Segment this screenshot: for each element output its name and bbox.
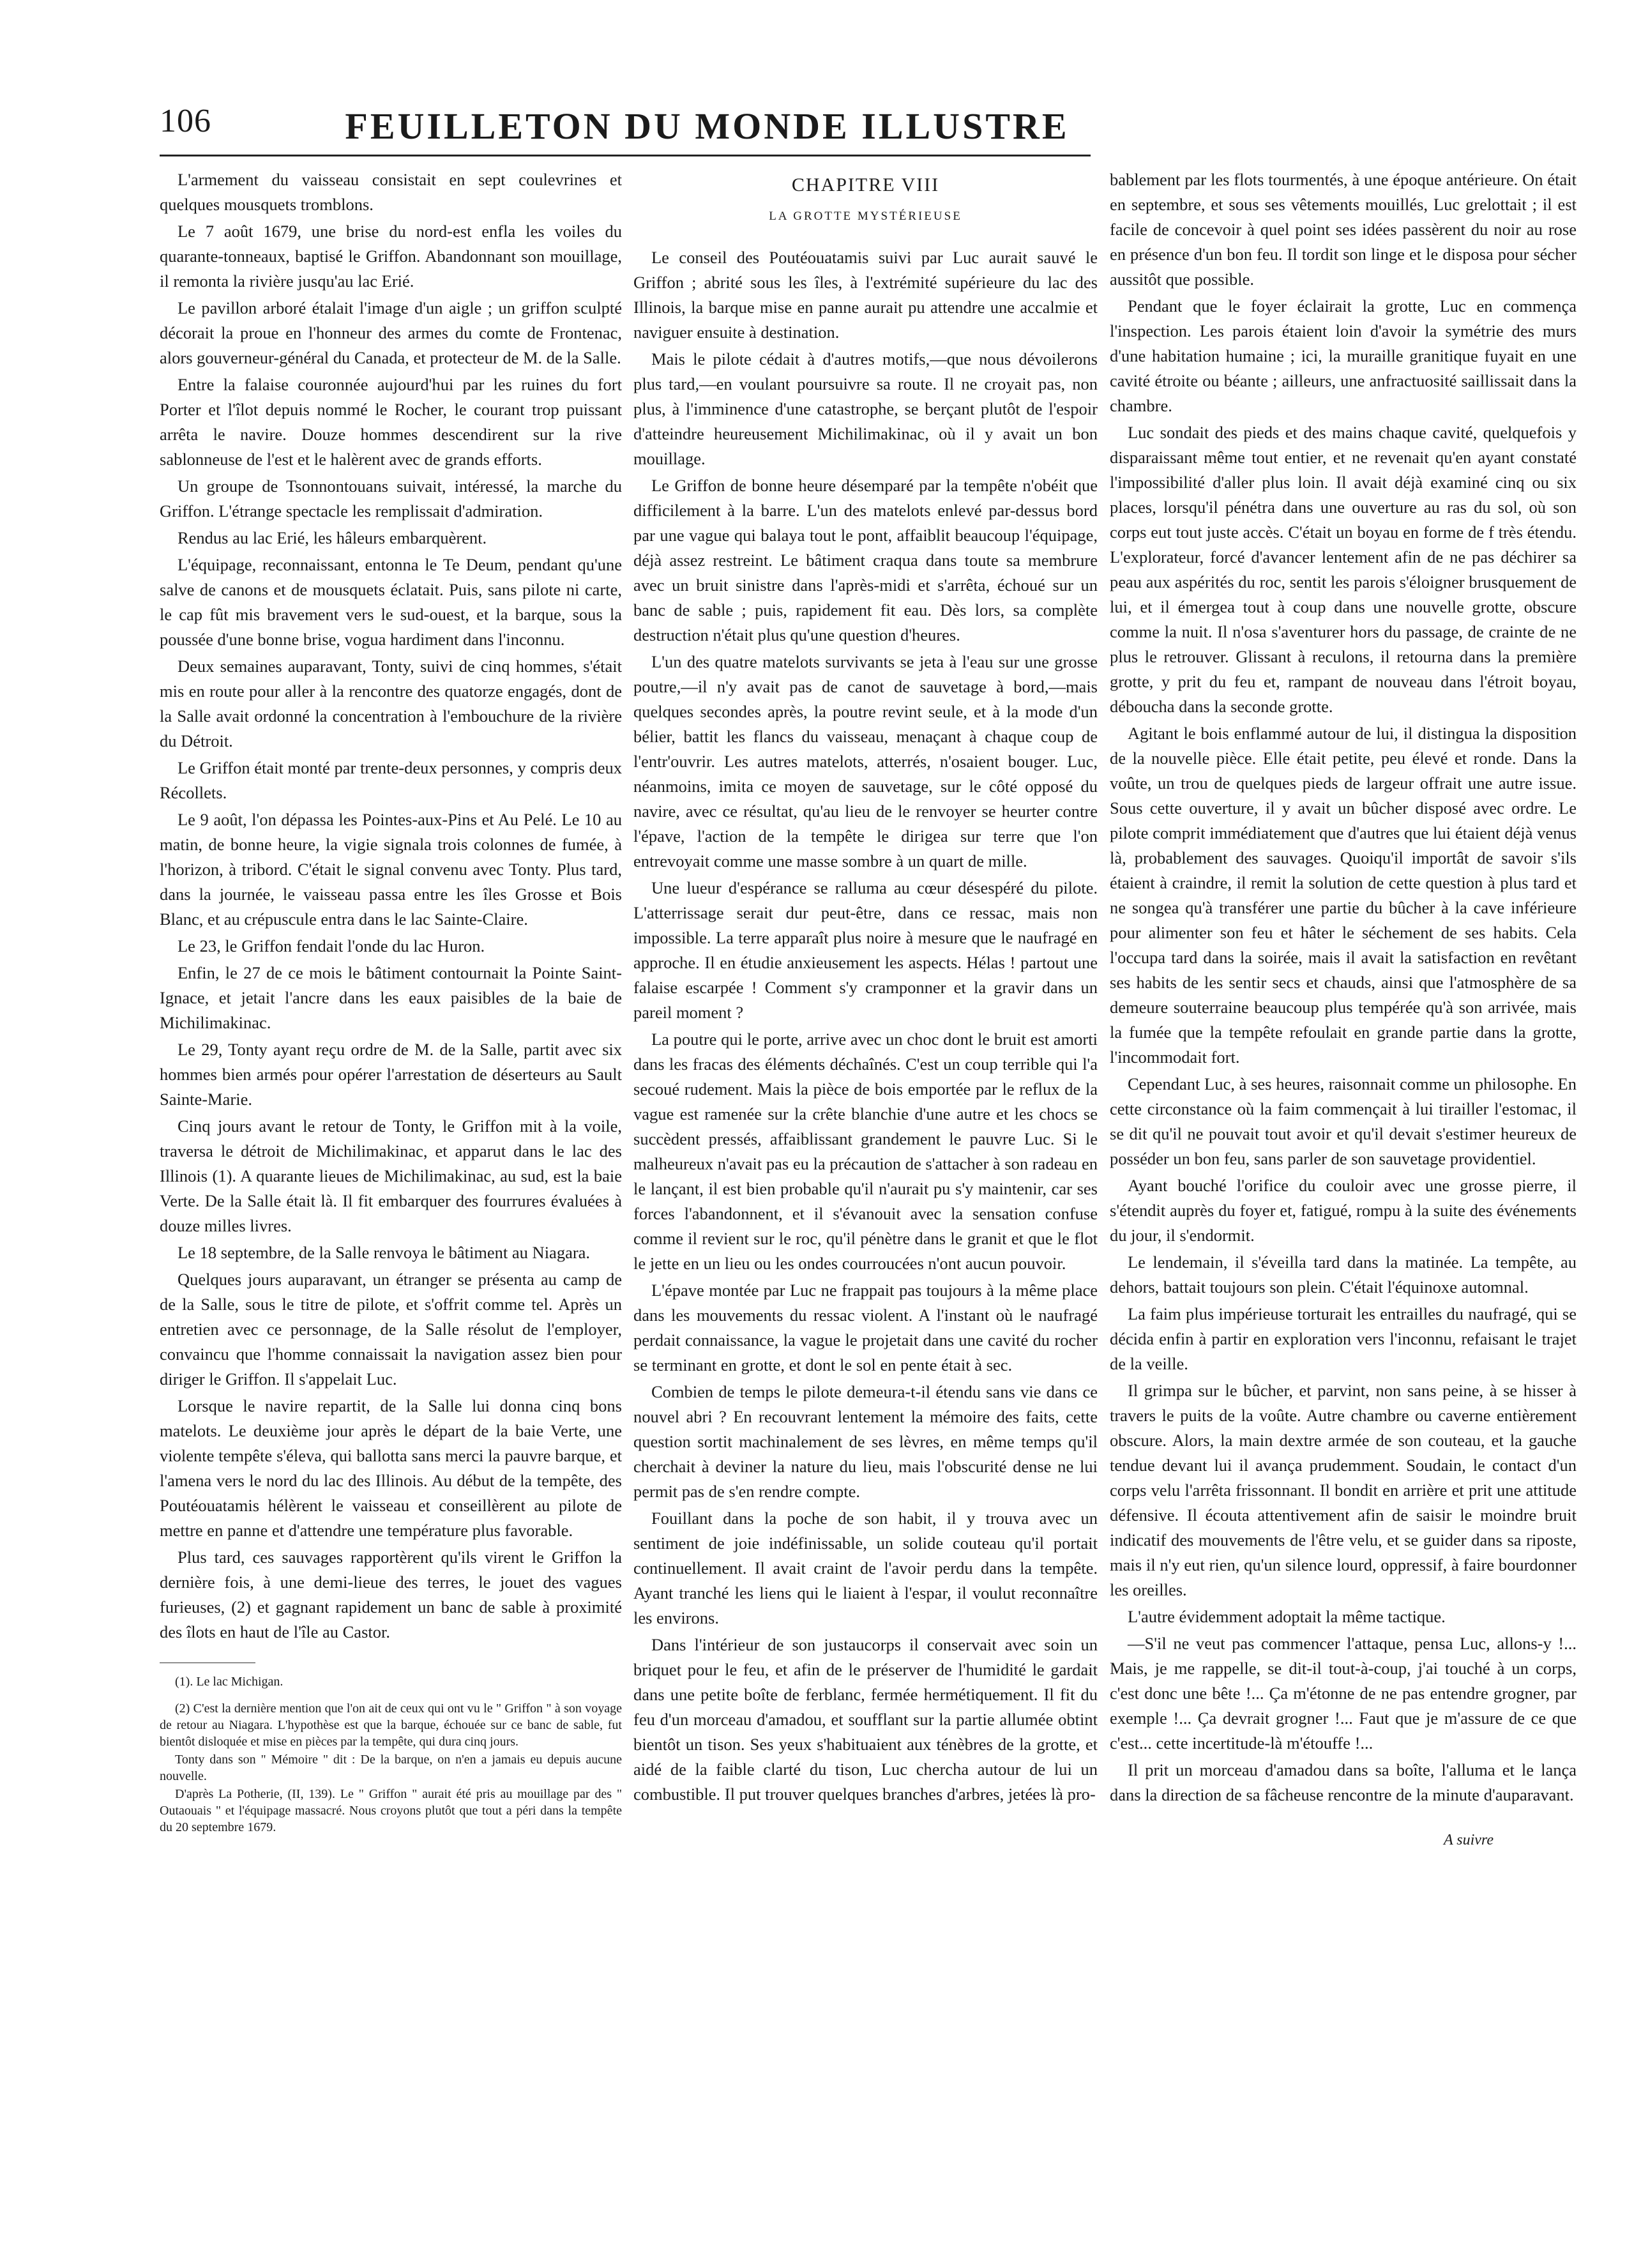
- paragraph: Le conseil des Poutéouatamis suivi par Luc aurait sauvé le Griffon ; abrité sous les îles, à l'extrémité supérieure du lac des Illinois, la barque mise en panne aurait pu attendre une accalmie et naviguer ensuite à destination.: [633, 248, 1098, 342]
- paragraph: Agitant le bois enflammé autour de lui, il distingua la disposition de la nouvelle pièce. Elle était petite, peu élevé et ronde. Dans la voûte, un trou de quelques pieds de largeur offrait une autre issue. Sous cette ouverture, il y avait un bûcher disposé avec ordre. Le pilote comprit immédiatement que d'autres que lui étaient déjà venus là, probablement des sauvages. Quoiqu'il importât de savoir s'ils étaient à craindre, il remit la solution de cette question à plus tard et ne songea qu'à transférer une partie du bûcher à la cave inférieure pour alimenter son feu et hâter le séchement de ses habits. Cela l'occupa tard dans la soirée, mais il avait la satisfaction en revêtant ses habits de les sentir secs et chauds, ainsi que l'atmosphère de sa demeure souterraine beaucoup plus tempérée qu'à son arrivée, mais la fumée que la tempête refoulait en grande partie dans la grotte, l'incommodait fort.: [1110, 724, 1577, 1067]
- paragraph: Entre la falaise couronnée aujourd'hui par les ruines du fort Porter et l'îlot depuis nommé le Rocher, le courant trop puissant arrêta le navire. Douze hommes descendirent sur la rive sablonneuse de l'est et le halèrent avec de grands efforts.: [160, 375, 622, 469]
- footnote: Tonty dans son " Mémoire " dit : De la barque, on n'en a jamais eu depuis aucune nouvelle.: [160, 1753, 622, 1783]
- footnote: (2) C'est la dernière mention que l'on ait de ceux qui ont vu le " Griffon " à son voyage de retour au Niagara. L'hypothèse est que la barque, échouée sur ce banc de sable, fut bientôt disloquée et mise en pièces par la tempête, qui dura cinq jours.: [160, 1701, 622, 1749]
- paragraph: —S'il ne veut pas commencer l'attaque, pensa Luc, allons-y !... Mais, je me rappelle, se dit-il tout-à-coup, j'ai touché à un corps, c'est donc une bête !... Ça m'étonne de ne pas entendre grogner, par exemple !... Ça devrait grogner !... Faut que je m'assure de ce que c'est... cette incertitude-là m'étouffe !...: [1110, 1634, 1577, 1753]
- chapter-title: CHAPITRE VIII: [791, 174, 940, 195]
- paragraph: Pendant que le foyer éclairait la grotte, Luc en commença l'inspection. Les parois étaient loin d'avoir la symétrie des murs d'une habitation humaine ; ici, la muraille granitique fuyait en une cavité étroite ou béante ; ailleurs, une anfractuosité saillissait dans la chambre.: [1110, 296, 1577, 415]
- paragraph: La faim plus impérieuse torturait les entrailles du naufragé, qui se décida enfin à partir en exploration vers l'inconnu, refaisant le trajet de la veille.: [1110, 1304, 1577, 1373]
- paragraph: Il prit un morceau d'amadou dans sa boîte, l'alluma et le lança dans la direction de sa fâcheuse rencontre de la minute d'auparavant.: [1110, 1760, 1577, 1804]
- column-middle: [633, 167, 1098, 1809]
- paragraph: Il grimpa sur le bûcher, et parvint, non sans peine, à se hisser à travers le puits de la voûte. Autre chambre ou caverne entièrement obscure. Alors, la main dextre armée de son couteau, et la gauche tendue devant lui il avança prudemment. Soudain, le contact d'un corps velu l'arrêta frissonnant. Il bondit en arrière et prit une attitude défensive. Il écouta attentivement afin de saisir le moindre bruit indicatif des mouvements de l'être velu, et se guider dans sa riposte, mais il n'y eut rien, qu'un silence lourd, oppressif, à faire bourdonner les oreilles.: [1110, 1381, 1577, 1599]
- paragraph: Plus tard, ces sauvages rapportèrent qu'ils virent le Griffon la dernière fois, à une demi-lieue des terres, le jouet des vagues furieuses, (2) et gagnant rapidement un banc de sable à proximité des îlots en haut de l'île au Castor.: [160, 1548, 622, 1641]
- paragraph: Le Griffon de bonne heure désemparé par la tempête n'obéit que difficilement à la barre. L'un des matelots enlevé par-dessus bord par une vague qui balaya tout le pont, affaiblit beaucoup l'équipage, déjà assez restreint. Le bâtiment craqua dans toute sa membrure avec un bruit sinistre dans l'après-midi et s'arrêta, échoué sur un banc de sable ; puis, rapidement fit eau. Dès lors, sa complète destruction n'était plus qu'une question d'heures.: [633, 476, 1098, 644]
- paragraph: Le 23, le Griffon fendait l'onde du lac Huron.: [178, 936, 485, 955]
- paragraph: Dans l'intérieur de son justaucorps il conservait avec soin un briquet pour le feu, et afin de le préserver de l'humidité le gardait dans une petite boîte de ferblanc, fermée hermétiquement. Il fit du feu d'un morceau d'amadou, et soufflant sur la partie allumée obtint bientôt un tison. Ses yeux s'habituaient aux ténèbres de la grotte, et aidé de la faible clarté du tison, Luc chercha autour de lui un combustible. Il put trouver quelques branches d'arbres, jetées là pro-: [633, 1635, 1098, 1804]
- paragraph: L'armement du vaisseau consistait en sept coulevrines et quelques mousquets tromblons.: [160, 170, 622, 214]
- paragraph: L'autre évidemment adoptait la même tactique.: [1128, 1607, 1446, 1626]
- paragraph: Le 7 août 1679, une brise du nord-est enfla les voiles du quarante-tonneaux, baptisé le Griffon. Abandonnant son mouillage, il remonta la rivière jusqu'au lac Erié.: [160, 222, 622, 291]
- header-rule: [160, 155, 1091, 156]
- paragraph: Un groupe de Tsonnontouans suivait, intéressé, la marche du Griffon. L'étrange spectacle les remplissait d'admiration.: [160, 476, 622, 521]
- paragraph: Fouillant dans la poche de son habit, il y trouva avec un sentiment de joie indéfinissable, un solide couteau qu'il portait continuellement. Il avait craint de l'avoir perdu dans la tempête. Ayant tranché les liens qui le liaient à l'espar, il voulut reconnaître les environs.: [633, 1509, 1098, 1627]
- paragraph: Le 9 août, l'on dépassa les Pointes-aux-Pins et Au Pelé. Le 10 au matin, de bonne heure, la vigie signala trois colonnes de fumée, à l'horizon, à tribord. C'était le signal convenu avec Tonty. Plus tard, dans la journée, le vaisseau passa entre les îles Grosse et Bois Blanc, et au crépuscule entra dans le lac Sainte-Claire.: [160, 810, 622, 929]
- paragraph: bablement par les flots tourmentés, à une époque antérieure. On était en septembre, et sous ses vêtements mouillés, Luc grelottait ; il est facile de concevoir à quel point ses idées passèrent du noir au rose en présence d'un bon feu. Il tordit son linge et le disposa pour sécher aussitôt que possible.: [1110, 170, 1577, 289]
- paragraph: Une lueur d'espérance se ralluma au cœur désespéré du pilote. L'atterrissage serait dur peut-être, dans ce ressac, mais non impossible. La terre apparaît plus noire à mesure que le naufragé en approche. Il en étudie anxieusement les aspects. Hélas ! partout une falaise escarpée ! Comment s'y cramponner et la gravir dans un pareil moment ?: [633, 878, 1098, 1022]
- paragraph: Cinq jours avant le retour de Tonty, le Griffon mit à la voile, traversa le détroit de Michilimakinac, et apparut dans le lac des Illinois (1). A quarante lieues de Michilimakinac, au sud, est la baie Verte. De la Salle était là. Il fit embarquer des fourrures évaluées à douze milles livres.: [160, 1116, 622, 1235]
- paragraph: Deux semaines auparavant, Tonty, suivi de cinq hommes, s'était mis en route pour aller à la rencontre des quatorze engagés, dont de la Salle avait ordonné la concentration à l'embouchure de la rivière du Détroit.: [160, 657, 622, 750]
- chapter-subtitle: LA GROTTE MYSTÉRIEUSE: [769, 209, 962, 223]
- paragraph: Enfin, le 27 de ce mois le bâtiment contournait la Pointe Saint-Ignace, et jetait l'ancre dans les eaux paisibles de la baie de Michilimakinac.: [160, 963, 622, 1032]
- masthead: [160, 102, 1086, 153]
- paragraph: Le 29, Tonty ayant reçu ordre de M. de la Salle, partit avec six hommes bien armés pour opérer l'arrestation de déserteurs au Sault Sainte-Marie.: [160, 1040, 622, 1109]
- paragraph: Le lendemain, il s'éveilla tard dans la matinée. La tempête, au dehors, battait toujours son plein. C'était l'équinoxe automnal.: [1110, 1252, 1577, 1297]
- paragraph: L'épave montée par Luc ne frappait pas toujours à la même place dans les mouvements du ressac violent. A l'instant où le naufragé perdait connaissance, la vague le projetait dans une cavité du rocher se terminant en grotte, et dont le sol en pente était à sec.: [633, 1281, 1098, 1374]
- paragraph: La poutre qui le porte, arrive avec un choc dont le bruit est amorti dans les fracas des éléments déchaînés. C'est un coup terrible qui l'a secoué rudement. Mais la pièce de bois emportée par le reflux de la vague est ramenée sur la crête blanchie d'une autre et les chocs se succèdent pressés, affaiblissant grandement le pauvre Luc. Si le malheureux n'avait pas eu la précaution de s'attacher à son radeau en le lançant, il est bien probable qu'il n'aurait pu s'y maintenir, car ses forces l'abandonnent, et il s'évanouit avec la sensation confuse comme il revient sur le roc, qu'il pénètre dans le granit et que le flot le jette en un lieu ou les ondes courroucées n'ont aucun pouvoir.: [633, 1030, 1098, 1273]
- footnote: (1). Le lac Michigan.: [175, 1675, 284, 1689]
- paragraph: Combien de temps le pilote demeura-t-il étendu sans vie dans ce nouvel abri ? En recouvrant lentement la mémoire des faits, cette question sortit machinalement de ses lèvres, en même temps qu'il cherchait à deviner la nature du lieu, mais l'obscurité dense ne lui permit pas de s'en rendre compte.: [633, 1382, 1098, 1501]
- paragraph: Luc sondait des pieds et des mains chaque cavité, quelquefois y disparaissant même tout entier, et ne revenait qu'en ayant constaté l'impossibilité d'aller plus loin. Il avait déjà examiné cinq ou six places, lorsqu'il pénétra dans une ouverture au ras du sol, où son corps eut tout juste accès. C'était un boyau en forme de f très étendu. L'explorateur, forcé d'avancer lentement afin de ne pas déchirer sa peau aux aspérités du roc, sentit les parois s'éloigner brusquement de lui, et il émergea tout à coup dans une nouvelle grotte, obscure comme la nuit. Il n'osa s'aventurer hors du passage, de crainte de ne plus le retrouver. Glissant à reculons, il retourna dans la première grotte, y prit du feu et, rampant de nouveau dans l'étroit boyau, déboucha dans la seconde grotte.: [1110, 423, 1577, 716]
- paragraph: Quelques jours auparavant, un étranger se présenta au camp de de la Salle, sous le titre de pilote, et s'offrit comme tel. Après un entretien avec ce personnage, de la Salle résolut de l'employer, convaincu que l'homme connaissait la navigation assez bien pour diriger le Griffon. Il s'appelait Luc.: [160, 1270, 622, 1389]
- paragraph: Mais le pilote cédait à d'autres motifs,—que nous dévoilerons plus tard,—en voulant poursuivre sa route. Il ne croyait pas, non plus, à l'imminence d'une catastrophe, se berçant plutôt de l'espoir d'atteindre heureusement Michilimakinac, où il y avait un bon mouillage.: [633, 349, 1098, 468]
- paragraph: Lorsque le navire repartit, de la Salle lui donna cinq bons matelots. Le deuxième jour après le départ de la baie Verte, une violente tempête s'éleva, qui ballotta sans merci la pauvre barque, et l'amena vers le nord du lac des Illinois. Au début de la tempête, des Poutéouatamis hélèrent le vaisseau et conseillèrent au pilote de mettre en panne et d'attendre une température plus favorable.: [160, 1396, 622, 1540]
- paragraph: Ayant bouché l'orifice du couloir avec une grosse pierre, il s'étendit auprès du foyer et, fatigué, rompu à la suite des événements du jour, il s'endormit.: [1110, 1176, 1577, 1245]
- footnote: D'après La Potherie, (II, 139). Le " Griffon " aurait été pris au mouillage par des " Outaouais " et l'équipage massacré. Nous croyons plutôt que tout a péri dans la tempête du 20 septembre 1679.: [160, 1787, 622, 1834]
- paragraph: L'un des quatre matelots survivants se jeta à l'eau sur une grosse poutre,—il n'y avait pas de canot de sauvetage à bord,—mais quelques secondes après, la poutre revint seule, et à la mode d'un bélier, battit les flancs du vaisseau, menaçant à chaque coup de l'entr'ouvrir. Les autres matelots, atterrés, n'osaient bouger. Luc, néanmoins, imita ce moyen de sauvetage, sur le côté opposé du navire, avec ce résultat, qu'au lieu de le renvoyer se heurter contre l'épave, l'action de la tempête le dirigea sur terre que l'on entrevoyait comme une masse sombre à un quart de mille.: [633, 652, 1098, 871]
- paragraph: Le Griffon était monté par trente-deux personnes, y compris deux Récollets.: [160, 758, 622, 802]
- paragraph: Rendus au lac Erié, les hâleurs embarquèrent.: [178, 528, 487, 547]
- paragraph: Le pavillon arboré étalait l'image d'un aigle ; un griffon sculpté décorait la proue en l'honneur des armes du comte de Frontenac, alors gouverneur-général du Canada, et protecteur de M. de la Salle.: [160, 298, 622, 367]
- column-right: [1110, 167, 1577, 1853]
- paragraph: L'équipage, reconnaissant, entonna le Te Deum, pendant qu'une salve de canons et de mousquets éclatait. Puis, sans pilote ni carte, le cap fût mis bravement vers le sud-ouest, et la barque, sous la poussée d'une bonne brise, vogua hardiment dans l'inconnu.: [160, 555, 622, 649]
- to-be-continued: A suivre: [1444, 1832, 1494, 1848]
- footnotes: [160, 1673, 622, 1836]
- paragraph: Le 18 septembre, de la Salle renvoya le bâtiment au Niagara.: [178, 1243, 591, 1262]
- running-title: FEUILLETON DU MONDE ILLUSTRE: [345, 105, 1070, 147]
- page-number: 106: [160, 103, 211, 139]
- column-left: [160, 167, 622, 1837]
- paragraph: Cependant Luc, à ses heures, raisonnait comme un philosophe. En cette circonstance où la faim commençait à lui tirailler l'estomac, il se dit qu'il ne pouvait tout avoir et qu'il devait s'estimer heureux de posséder un bon feu, sans parler de son sauvetage providentiel.: [1110, 1074, 1577, 1168]
